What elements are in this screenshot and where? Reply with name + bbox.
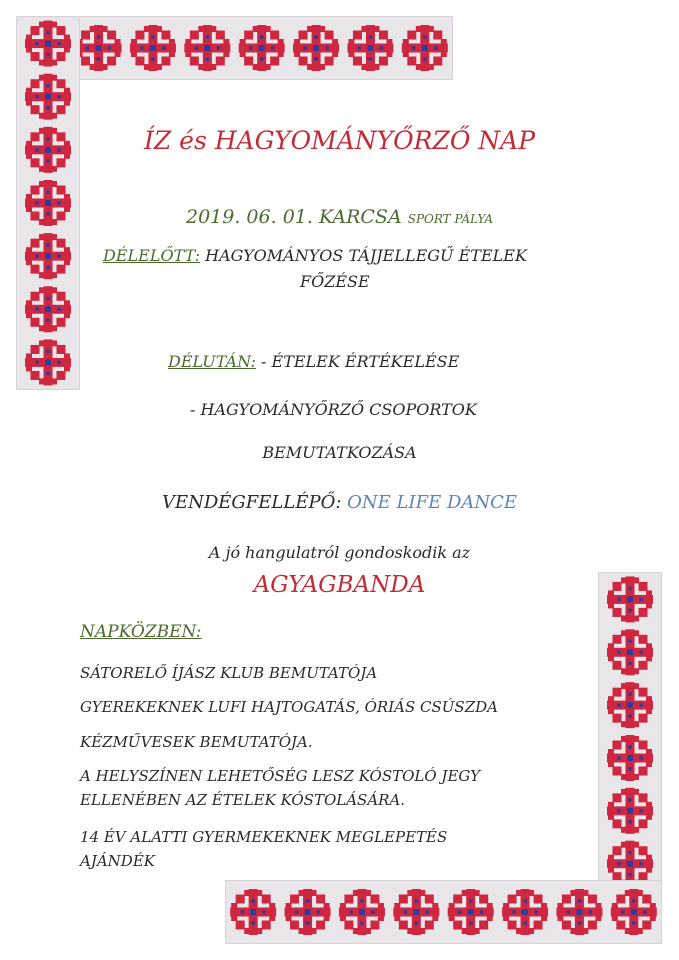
morning-text: HAGYOMÁNYOS TÁJJELLEGŰ ÉTELEK — [205, 246, 527, 265]
morning-label: DÉLELŐTT: — [103, 246, 201, 265]
daytime-item: AJÁNDÉK — [80, 852, 155, 870]
embroidery-motif — [230, 889, 276, 935]
embroidery-motif — [285, 889, 331, 935]
guest-name: ONE LIFE DANCE — [347, 492, 518, 513]
event-date: 2019. 06. 01. KARCSA — [186, 206, 402, 228]
embroidery-border-top — [16, 16, 453, 80]
date-place — [0, 206, 679, 228]
embroidery-motif — [184, 25, 230, 71]
embroidery-motif — [347, 25, 393, 71]
embroidery-motif — [607, 682, 653, 728]
band-name: AGYAGBANDA — [253, 572, 426, 598]
afternoon-item-2-cont: BEMUTATKOZÁSA — [262, 443, 417, 462]
embroidery-pattern — [17, 17, 79, 389]
embroidery-pattern — [226, 881, 661, 943]
embroidery-motif — [611, 889, 657, 935]
embroidery-motif — [25, 233, 71, 279]
embroidery-motif — [402, 25, 448, 71]
mood-line: A jó hangulatról gondoskodik az — [208, 543, 471, 562]
embroidery-pattern — [17, 17, 452, 79]
embroidery-motif — [76, 25, 122, 71]
embroidery-motif — [339, 889, 385, 935]
morning-text-cont: FŐZÉSE — [300, 272, 370, 291]
embroidery-motif — [130, 25, 176, 71]
embroidery-motif — [25, 21, 71, 67]
afternoon-label: DÉLUTÁN: — [168, 352, 256, 371]
embroidery-motif — [607, 735, 653, 781]
guest-line — [0, 492, 679, 513]
embroidery-border-left — [16, 16, 80, 390]
embroidery-motif — [502, 889, 548, 935]
daytime-item: ELLENÉBEN AZ ÉTELEK KÓSTOLÁSÁRA. — [80, 791, 406, 809]
embroidery-motif — [556, 889, 602, 935]
embroidery-motif — [607, 788, 653, 834]
afternoon-item-1: - ÉTELEK ÉRTÉKELÉSE — [261, 352, 460, 371]
daytime-item: A HELYSZÍNEN LEHETŐSÉG LESZ KÓSTOLÓ JEGY — [80, 767, 481, 785]
embroidery-motif — [25, 339, 71, 385]
event-place: SPORT PÁLYA — [407, 212, 493, 226]
daytime-item: KÉZMŰVESEK BEMUTATÓJA. — [80, 733, 313, 751]
embroidery-border-bottom — [225, 880, 662, 944]
event-title: ÍZ és HAGYOMÁNYŐRZŐ NAP — [143, 126, 536, 155]
daytime-label: NAPKÖZBEN: — [80, 622, 202, 642]
embroidery-motif — [607, 629, 653, 675]
embroidery-motif — [25, 74, 71, 120]
guest-label: VENDÉGFELLÉPŐ: — [161, 492, 342, 513]
embroidery-motif — [239, 25, 285, 71]
morning-line — [103, 246, 527, 265]
daytime-item: GYEREKEKNEK LUFI HAJTOGATÁS, ÓRIÁS CSÚSZDA — [80, 698, 498, 716]
daytime-item: SÁTORELŐ ÍJÁSZ KLUB BEMUTATÓJA — [80, 664, 378, 682]
afternoon-line — [168, 352, 459, 371]
daytime-item: 14 ÉV ALATTI GYERMEKEKNEK MEGLEPETÉS — [80, 828, 448, 846]
embroidery-motif — [293, 25, 339, 71]
embroidery-motif — [448, 889, 494, 935]
embroidery-motif — [393, 889, 439, 935]
afternoon-item-2: - HAGYOMÁNYŐRZŐ CSOPORTOK — [190, 400, 477, 419]
embroidery-motif — [25, 286, 71, 332]
